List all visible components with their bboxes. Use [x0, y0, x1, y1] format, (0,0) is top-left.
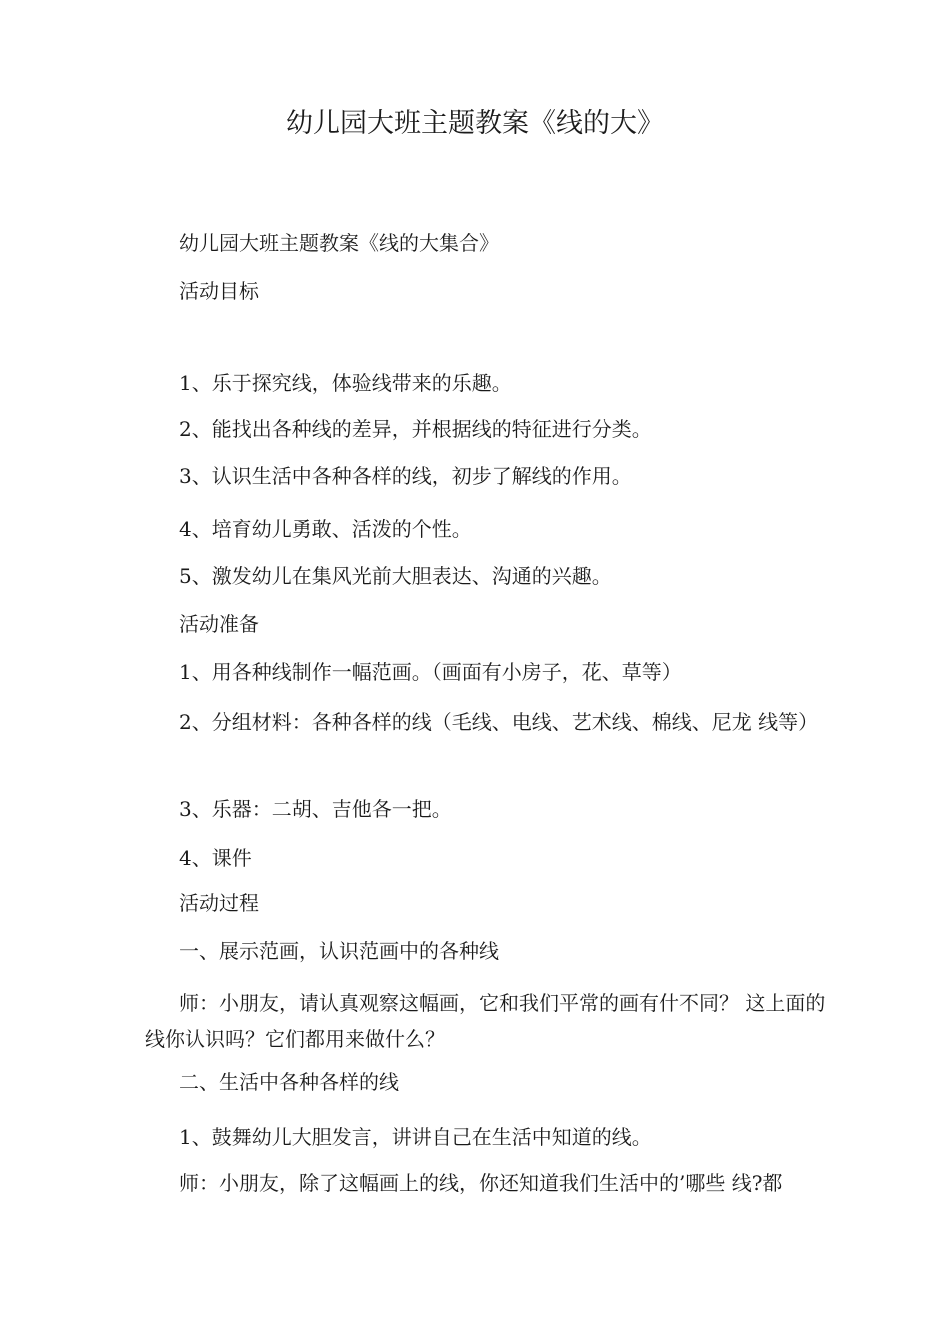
process-substep-1: 1、鼓舞幼儿大胆发言，讲讲自己在生活中知道的线。: [179, 1125, 652, 1149]
section-heading-preparation: 活动准备: [179, 612, 259, 636]
preparation-item-3: 3、乐器：二胡、吉他各一把。: [179, 797, 452, 821]
preparation-item-1: 1、用各种线制作一幅范画。（画面有小房子，花、草等）: [179, 660, 682, 684]
section-heading-process: 活动过程: [179, 891, 259, 915]
document-title: 幼儿园大班主题教案《线的大》: [286, 108, 664, 139]
lesson-plan-heading: 幼儿园大班主题教案《线的大集合》: [179, 231, 499, 255]
section-heading-objectives: 活动目标: [179, 279, 259, 303]
objective-item-5: 5、激发幼儿在集风光前大胆表达、沟通的兴趣。: [179, 564, 612, 588]
teacher-question-1: 师：小朋友，请认真观察这幅画，它和我们平常的画有什不同？ 这上面的线你认识吗？它们都用来做什么？: [145, 991, 826, 1051]
preparation-item-2: 2、分组材料：各种各样的线（毛线、电线、艺术线、棉线、尼龙 线等）: [179, 710, 819, 734]
objective-item-2: 2、能找出各种线的差异，并根据线的特征进行分类。: [179, 417, 652, 441]
process-step-2: 二、生活中各种各样的线: [179, 1070, 399, 1094]
teacher-question-2: 师：小朋友，除了这幅画上的线，你还知道我们生活中的’哪些 线?都: [179, 1171, 783, 1195]
objective-item-4: 4、培育幼儿勇敢、活泼的个性。: [179, 517, 472, 541]
objective-item-1: 1、乐于探究线，体验线带来的乐趣。: [179, 371, 512, 395]
process-step-1: 一、展示范画，认识范画中的各种线: [179, 939, 499, 963]
objective-item-3: 3、认识生活中各种各样的线，初步了解线的作用。: [179, 464, 632, 488]
preparation-item-4: 4、课件: [179, 846, 252, 870]
